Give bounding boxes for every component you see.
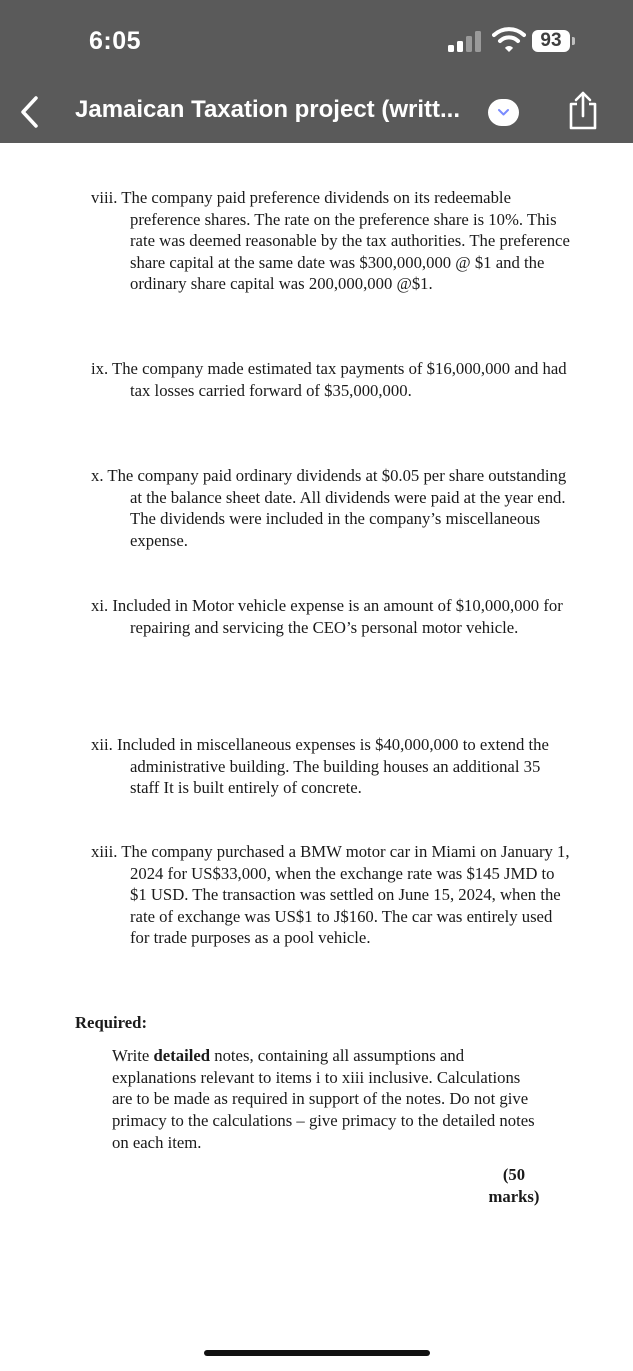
status-time: 6:05 (89, 27, 142, 55)
item-ix (91, 358, 571, 401)
item-text: x. The company paid ordinary dividends at $0.05 per share outstanding at the balance sheet date. All dividends were paid at the year end. The dividends were included in the company’s miscellaneous expense. (91, 466, 567, 550)
marks-label (484, 1164, 544, 1207)
item-text: ix. The company made estimated tax payments of $16,000,000 and had tax losses carried forward of $35,000,000. (91, 359, 567, 400)
required-text-part: notes, containing all assumptions and explanations relevant to items i to xiii inclusive. Calculations are to be made as required in support of the notes. Do not give primacy to the calculations – give primacy to the detailed notes on each item. (112, 1046, 535, 1152)
item-viii (91, 187, 571, 295)
battery-icon: 93 (532, 30, 570, 52)
item-text: xii. Included in miscellaneous expenses is $40,000,000 to extend the administrative building. The building houses an additional 35 staff It is built entirely of concrete. (91, 735, 549, 798)
share-icon[interactable] (566, 90, 600, 130)
document-title[interactable]: Jamaican Taxation project (writt... (75, 96, 460, 123)
back-chevron-icon[interactable] (16, 94, 44, 130)
item-text: xi. Included in Motor vehicle expense is an amount of $10,000,000 for repairing and servicing the CEO’s personal motor vehicle. (91, 596, 563, 637)
required-text-bold: detailed (153, 1046, 211, 1065)
wifi-icon (492, 26, 526, 52)
item-xii (91, 734, 571, 799)
marks-line: marks) (488, 1186, 540, 1206)
battery-tip (572, 37, 575, 45)
chevron-down-icon (488, 99, 519, 126)
item-xiii (91, 841, 571, 949)
signal-bars-icon (448, 30, 488, 52)
title-dropdown-button[interactable] (488, 99, 519, 126)
item-xi (91, 595, 571, 638)
home-indicator[interactable] (204, 1350, 430, 1356)
required-text (112, 1045, 542, 1154)
item-text: xiii. The company purchased a BMW motor car in Miami on January 1, 2024 for US$33,000, when the exchange rate was $145 JMD to $1 USD. The transaction was settled on June 15, 2024, when the rate of exchange was US$1 to J$160. The car was entirely used for trade purposes as a pool vehicle. (91, 842, 570, 948)
item-text: viii. The company paid preference dividends on its redeemable preference shares. The rate on the preference share is 10%. This rate was deemed reasonable by the tax authorities. The preference share capital at the same date was $300,000,000 @ $1 and the ordinary share capital was 200,000,000 @$1. (91, 188, 570, 294)
item-x (91, 465, 571, 551)
required-text-part: Write (112, 1046, 154, 1065)
required-heading: Required: (75, 1013, 148, 1032)
marks-line: (50 (502, 1165, 526, 1184)
top-bar (0, 0, 633, 143)
